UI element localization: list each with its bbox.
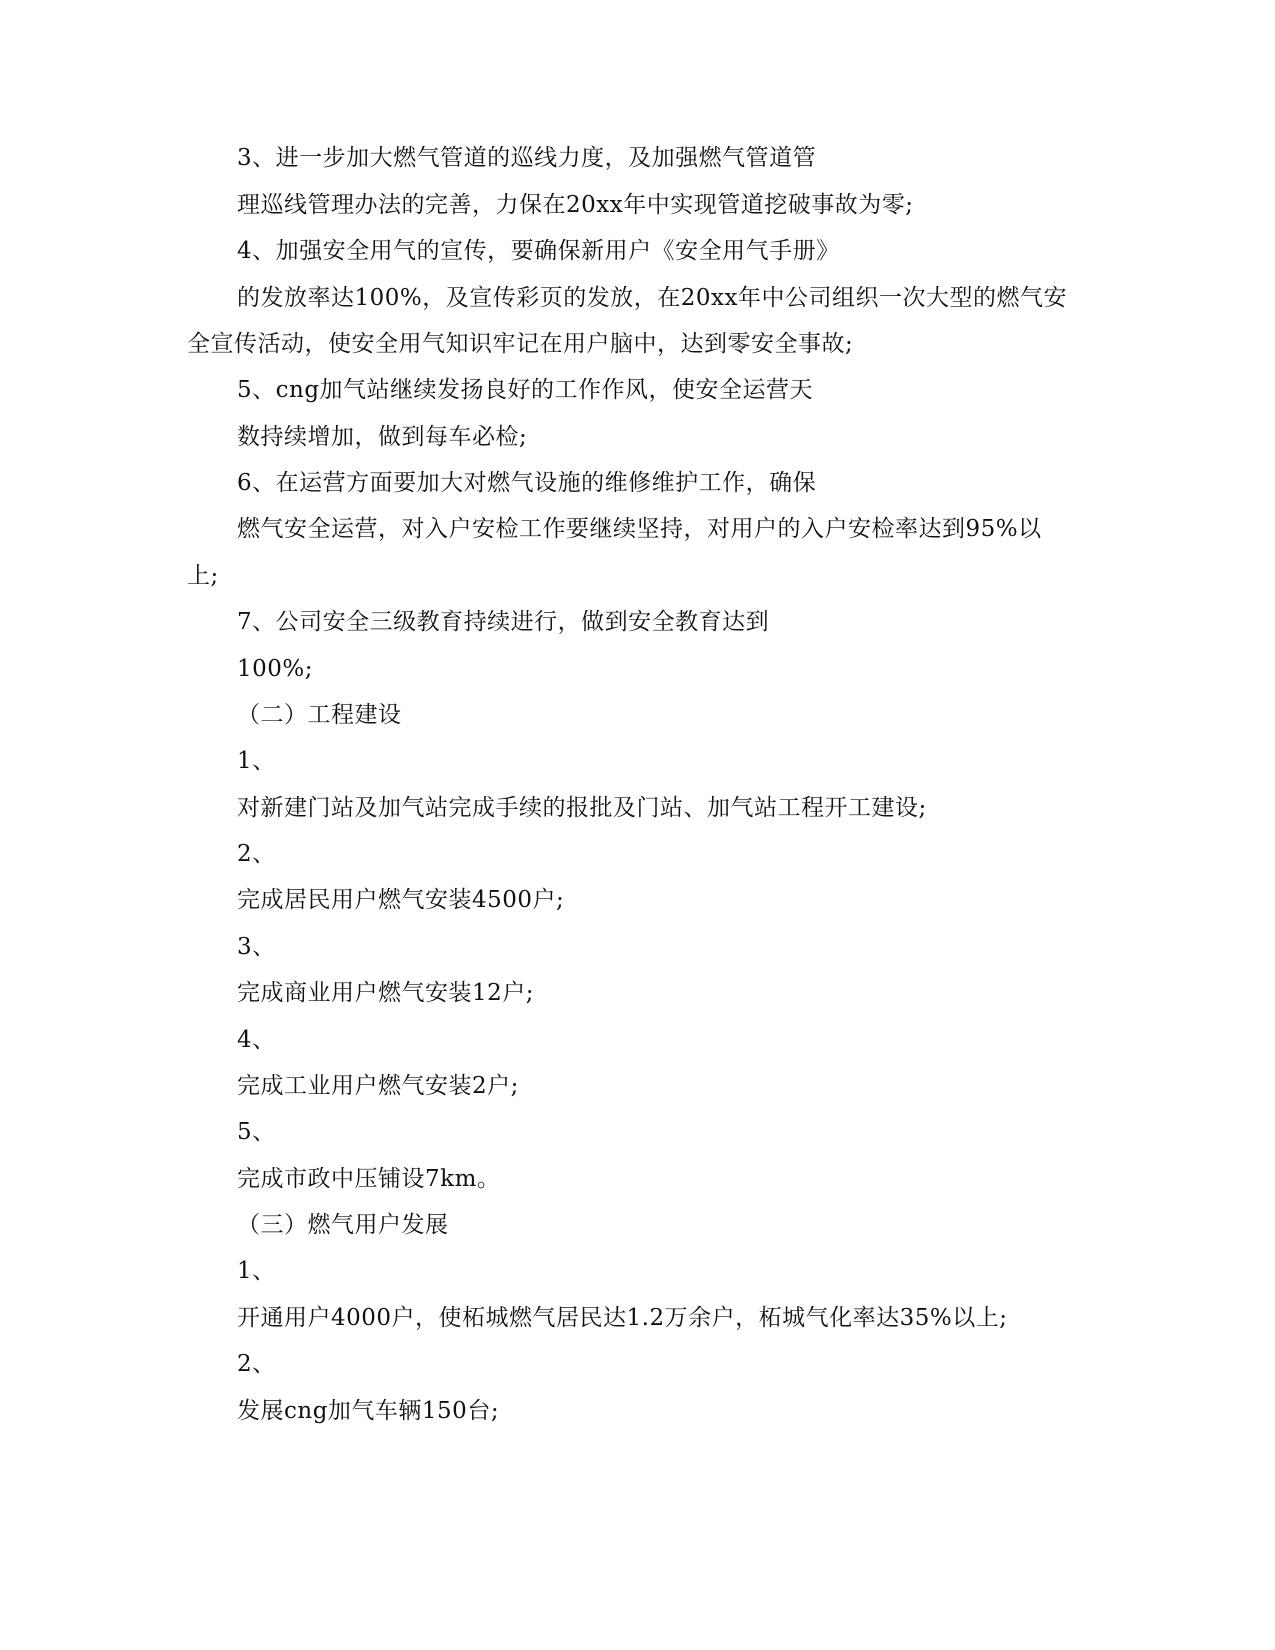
list-item-text: 发展cng加气车辆150台; [237, 1398, 500, 1424]
list-number: 4、 [237, 1027, 276, 1053]
list-number: 1、 [237, 748, 276, 774]
paragraph-line: 3、进一步加大燃气管道的巡线力度，及加强燃气管道管 [237, 145, 817, 171]
paragraph-line: 7、公司安全三级教育持续进行，做到安全教育达到 [237, 609, 770, 635]
list-item-text: 完成市政中压铺设7km。 [237, 1166, 501, 1192]
section-heading: （二）工程建设 [237, 702, 402, 728]
paragraph-line: 上; [187, 563, 219, 589]
paragraph-line: 100%; [237, 656, 314, 682]
paragraph-line: 理巡线管理办法的完善，力保在20xx年中实现管道挖破事故为零; [237, 192, 914, 218]
list-number: 3、 [237, 934, 276, 960]
paragraph-line: 全宣传活动，使安全用气知识牢记在用户脑中，达到零安全事故; [187, 331, 854, 357]
paragraph-line: 5、cng加气站继续发扬良好的工作作风，使安全运营天 [237, 377, 814, 403]
paragraph-line: 6、在运营方面要加大对燃气设施的维修维护工作，确保 [237, 470, 817, 496]
paragraph-line: 数持续增加，做到每车必检; [237, 424, 528, 450]
list-item-text: 开通用户4000户，使柘城燃气居民达1.2万余户，柘城气化率达35%以上; [237, 1305, 1008, 1331]
list-item-text: 对新建门站及加气站完成手续的报批及门站、加气站工程开工建设; [237, 795, 927, 821]
list-number: 1、 [237, 1258, 276, 1284]
paragraph-line: 的发放率达100%，及宣传彩页的发放，在20xx年中公司组织一次大型的燃气安 [237, 285, 1067, 311]
paragraph-line: 燃气安全运营，对入户安检工作要继续坚持，对用户的入户安检率达到95%以 [237, 516, 1042, 542]
list-item-text: 完成商业用户燃气安装12户; [237, 980, 535, 1006]
list-number: 2、 [237, 841, 276, 867]
list-item-text: 完成工业用户燃气安装2户; [237, 1073, 519, 1099]
paragraph-line: 4、加强安全用气的宣传，要确保新用户《安全用气手册》 [237, 238, 840, 264]
section-heading: （三）燃气用户发展 [237, 1212, 449, 1238]
list-number: 2、 [237, 1351, 276, 1377]
list-item-text: 完成居民用户燃气安装4500户; [237, 887, 565, 913]
list-number: 5、 [237, 1119, 276, 1145]
